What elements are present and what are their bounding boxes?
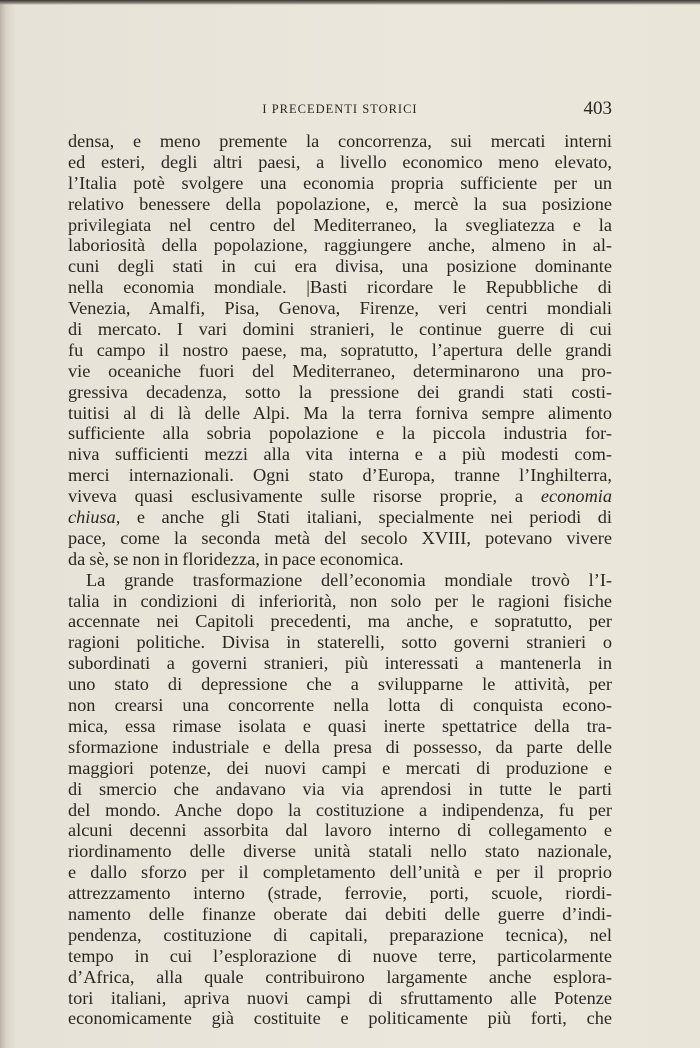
text-line <box>68 904 612 925</box>
text-line <box>68 695 612 716</box>
text-segment: pendenza, costituzione di capitali, preparazione tecnica), nel <box>68 924 612 945</box>
text-segment: mica, essa rimase isolata e quasi inerte spettatrice della tra- <box>68 715 612 736</box>
text-segment: ragioni politiche. Divisa in staterelli, sotto governi stranieri o <box>68 632 612 653</box>
text-segment: tori italiani, apriva nuovi campi di sfruttamento alle Potenze <box>68 987 612 1008</box>
page-header <box>68 98 612 120</box>
text-segment: ed esteri, degli altri paesi, a livello economico meno elevato, <box>68 151 612 172</box>
text-line <box>68 194 612 215</box>
text-segment: La grande trasformazione dell’economia mondiale trovò l’I- <box>86 569 612 590</box>
text-segment: sformazione industriale e della presa di possesso, da parte delle <box>68 736 612 757</box>
text-segment: pace, come la seconda metà del secolo XVIII, potevano vivere <box>68 527 612 548</box>
text-segment: attrezzamento interno (strade, ferrovie, porti, scuole, riordi- <box>68 883 612 904</box>
text-segment: tempo in cui l’esplorazione di nuove terre, particolarmente <box>68 945 612 966</box>
text-segment: di mercato. I vari domini stranieri, le continue guerre di cui <box>68 319 612 340</box>
text-segment: viveva quasi esclusivamente sulle risorse proprie, a <box>68 486 541 507</box>
italic-text: economia <box>540 486 612 507</box>
text-segment: merci internazionali. Ogni stato d’Europa, tranne l’Inghilterra, <box>68 465 612 486</box>
text-line <box>68 1008 612 1029</box>
text-segment: densa, e meno premente la concorrenza, sui mercati interni <box>68 131 612 151</box>
text-segment: di smercio che andavano via via aprendosi in tutte le parti <box>68 778 612 799</box>
text-segment: e dallo sforzo per il completamento dell’unità e per il proprio <box>68 862 612 883</box>
text-line <box>68 779 612 800</box>
text-segment: vie oceaniche fuori del Mediterraneo, determinarono una pro- <box>68 360 612 381</box>
text-line <box>68 403 612 424</box>
text-segment: Venezia, Amalfi, Pisa, Genova, Firenze, veri centri mondiali <box>68 298 612 319</box>
text-line <box>68 674 612 695</box>
text-line <box>68 570 612 591</box>
running-title: I PRECEDENTI STORICI <box>262 102 418 116</box>
text-line <box>68 549 612 570</box>
text-line <box>68 925 612 946</box>
text-segment: subordinati a governi stranieri, più interessati a mantenerla in <box>68 653 612 674</box>
text-segment: economicamente già costituite e politicamente più forti, che <box>68 1008 612 1029</box>
text-segment: accennate nei Capitoli precedenti, ma anche, e sopratutto, per <box>68 611 612 632</box>
text-segment: del mondo. Anche dopo la costituzione a indipendenza, fu per <box>68 799 612 820</box>
text-line <box>68 800 612 821</box>
text-line <box>68 277 612 298</box>
text-line <box>68 528 612 549</box>
text-line <box>68 611 612 632</box>
text-line <box>68 946 612 967</box>
text-segment: d’Africa, alla quale contribuirono largamente anche esplora- <box>68 966 612 987</box>
text-line <box>68 319 612 340</box>
page-top-edge <box>0 0 700 5</box>
text-segment: cuni degli stati in cui era divisa, una posizione dominante <box>68 256 612 277</box>
text-segment: fu campo il nostro paese, ma, sopratutto, l’apertura delle grandi <box>68 339 612 360</box>
text-segment: non crearsi una concorrente nella lotta di conquista econo- <box>68 695 612 716</box>
text-line <box>68 820 612 841</box>
text-line <box>68 591 612 612</box>
text-segment: e anche gli Stati italiani, specialmente nei periodi di <box>120 507 612 528</box>
text-segment: privilegiata nel centro del Mediterraneo, la svegliatezza e la <box>68 214 612 235</box>
text-segment: gressiva decadenza, sotto la pressione dei grandi stati costi- <box>68 381 612 402</box>
text-line <box>68 988 612 1009</box>
text-segment: da sè, se non in floridezza, in pace economica. <box>68 548 404 569</box>
text-segment: uno stato di depressione che a svilupparne le attività, per <box>68 674 612 695</box>
text-line <box>68 862 612 883</box>
text-segment: l’Italia potè svolgere una economia propria sufficiente per un <box>68 172 612 193</box>
text-segment: maggiori potenze, dei nuovi campi e mercati di produzione e <box>68 757 612 778</box>
text-line <box>68 507 612 528</box>
body-text <box>68 131 612 1029</box>
text-segment: laboriosità della popolazione, raggiungere anche, almeno in al- <box>68 235 612 256</box>
text-line <box>68 444 612 465</box>
page-number: 403 <box>583 98 612 119</box>
text-line <box>68 883 612 904</box>
text-segment: niva sufficienti mezzi alla vita interna e a più modesti com- <box>68 444 612 465</box>
text-line <box>68 758 612 779</box>
text-line <box>68 841 612 862</box>
text-line <box>68 737 612 758</box>
text-segment: riordinamento delle diverse unità statali nello stato nazionale, <box>68 841 612 862</box>
text-line <box>68 465 612 486</box>
text-line <box>68 967 612 988</box>
text-line <box>68 486 612 507</box>
text-line <box>68 173 612 194</box>
text-segment: relativo benessere della popolazione, e, mercè la sua posizione <box>68 193 612 214</box>
text-segment: alcuni decenni assorbita dal lavoro interno di collegamento e <box>68 820 612 841</box>
text-line <box>68 340 612 361</box>
text-line <box>68 653 612 674</box>
text-line <box>68 382 612 403</box>
text-segment: nella economia mondiale. |Basti ricordare le Repubbliche di <box>68 277 612 298</box>
text-line <box>68 716 612 737</box>
text-line <box>68 298 612 319</box>
text-line <box>68 152 612 173</box>
text-line <box>68 256 612 277</box>
text-segment: namento delle finanze oberate dai debiti delle guerre d’indi- <box>68 903 612 924</box>
text-line <box>68 361 612 382</box>
text-line <box>68 215 612 236</box>
text-segment: sufficiente alla sobria popolazione e la piccola industria for- <box>68 423 612 444</box>
text-line <box>68 131 612 152</box>
text-line <box>68 423 612 444</box>
italic-text: chiusa, <box>68 507 121 528</box>
text-line <box>68 235 612 256</box>
text-segment: tuitisi al di là delle Alpi. Ma la terra forniva sempre alimento <box>68 402 612 423</box>
text-line <box>68 632 612 653</box>
text-segment: talia in condizioni di inferiorità, non solo per le ragioni fisiche <box>68 590 612 611</box>
